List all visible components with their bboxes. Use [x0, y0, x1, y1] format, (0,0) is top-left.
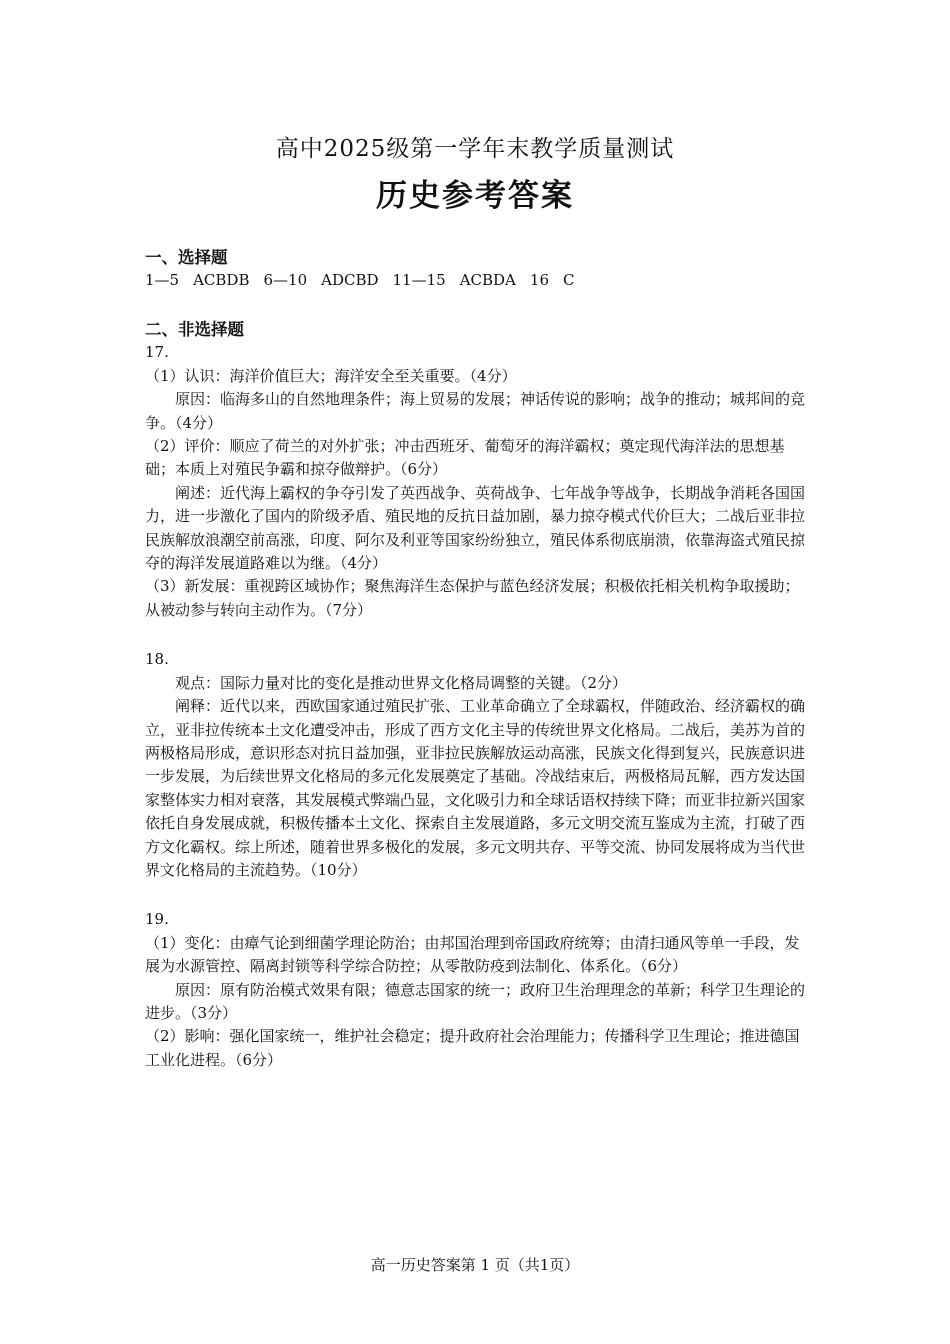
q18-viewpoint: 观点：国际力量对比的变化是推动世界文化格局调整的关键。（2分）: [175, 673, 628, 692]
question-number-17: 17.: [145, 343, 169, 362]
answer-range: 6—10: [263, 271, 308, 289]
answer-keys: ACBDB: [193, 271, 250, 289]
section-heading-choice: 一、选择题: [145, 248, 228, 267]
page-footer: 高一历史答案第 1 页（共1页）: [370, 1256, 580, 1274]
q19-part2-impact: （2）影响：强化国家统一，维护社会稳定；提升政府社会治理能力；传播科学卫生理论；推进德国工业化进程。（6分）: [145, 1027, 800, 1069]
question-number-19: 19.: [145, 910, 169, 929]
answer-keys: ACBDA: [459, 271, 516, 289]
answer-range: 11—15: [392, 271, 446, 289]
answer-keys: ADCBD: [321, 271, 379, 289]
q19-part1-reason: 原因：原有防治模式效果有限；德意志国家的统一；政府卫生治理理念的革新；科学卫生理论的进步。（3分）: [145, 980, 806, 1022]
question-number-18: 18.: [145, 650, 169, 669]
q17-part3-development: （3）新发展：重视跨区域协作；聚焦海洋生态保护与蓝色经济发展；积极依托相关机构争取援助；从被动参与转向主动作为。（7分）: [145, 577, 800, 619]
answer-keys: C: [563, 271, 575, 289]
exam-subtitle: 高中2025级第一学年末教学质量测试: [275, 136, 675, 162]
q19-part1-change: （1）变化：由瘴气论到细菌学理论防治；由邦国治理到帝国政府统筹；由清扫通风等单一手段，发展为水源管控、隔离封锁等科学综合防控；从零散防疫到法制化、体系化。（6分）: [145, 933, 800, 976]
q17-part1-reason: 原因：临海多山的自然地理条件；海上贸易的发展；神话传说的影响；战争的推动；城邦间的竞争。（4分）: [145, 390, 806, 432]
q17-part2-elaboration: 阐述：近代海上霸权的争夺引发了英西战争、英荷战争、七年战争等战争，长期战争消耗各国国力，进一步激化了国内的阶级矛盾、殖民地的反抗日益加剧，暴力掠夺模式代价巨大；二战后亚非拉民族解放浪潮空前高涨，印度、阿尔及利亚等国家纷纷独立，殖民体系彻底崩溃，依靠海盗式殖民掠夺的海洋发展道路难以为继。（4分）: [145, 483, 806, 573]
answer-content: [145, 246, 811, 1072]
page-title: 历史参考答案: [376, 178, 574, 214]
q17-part2-evaluation: （2）评价：顺应了荷兰的对外扩张；冲击西班牙、葡萄牙的海洋霸权；奠定现代海洋法的思想基础；本质上对殖民争霸和掠夺做辩护。（6分）: [145, 437, 785, 479]
answer-range: 16: [529, 271, 549, 289]
section-heading-nonchoice: 二、非选择题: [145, 320, 244, 340]
answer-range: 1—5: [145, 271, 180, 289]
q17-part1-recognition: （1）认识：海洋价值巨大；海洋安全至关重要。（4分）: [145, 366, 517, 385]
choice-answers-row: [145, 269, 811, 292]
q18-explanation: 阐释：近代以来，西欧国家通过殖民扩张、工业革命确立了全球霸权，伴随政治、经济霸权的确立，亚非拉传统本土文化遭受冲击，形成了西方文化主导的传统世界文化格局。二战后，美苏为首的两极格局形成，意识形态对抗日益加强，亚非拉民族解放运动高涨，民族文化得到复兴，民族意识进一步发展，为后续世界文化格局的多元化发展奠定了基础。冷战结束后，两极格局瓦解，西方发达国家整体实力相对衰落，其发展模式弊端凸显，文化吸引力和全球话语权持续下降；而亚非拉新兴国家依托自身发展成就，积极传播本土文化、探索自主发展道路，多元文明交流互鉴成为主流，打破了西方文化霸权。综上所述，随着世界多极化的发展，多元文明共存、平等交流、协同发展将成为当代世界文化格局的主流趋势。（10分）: [145, 697, 806, 879]
